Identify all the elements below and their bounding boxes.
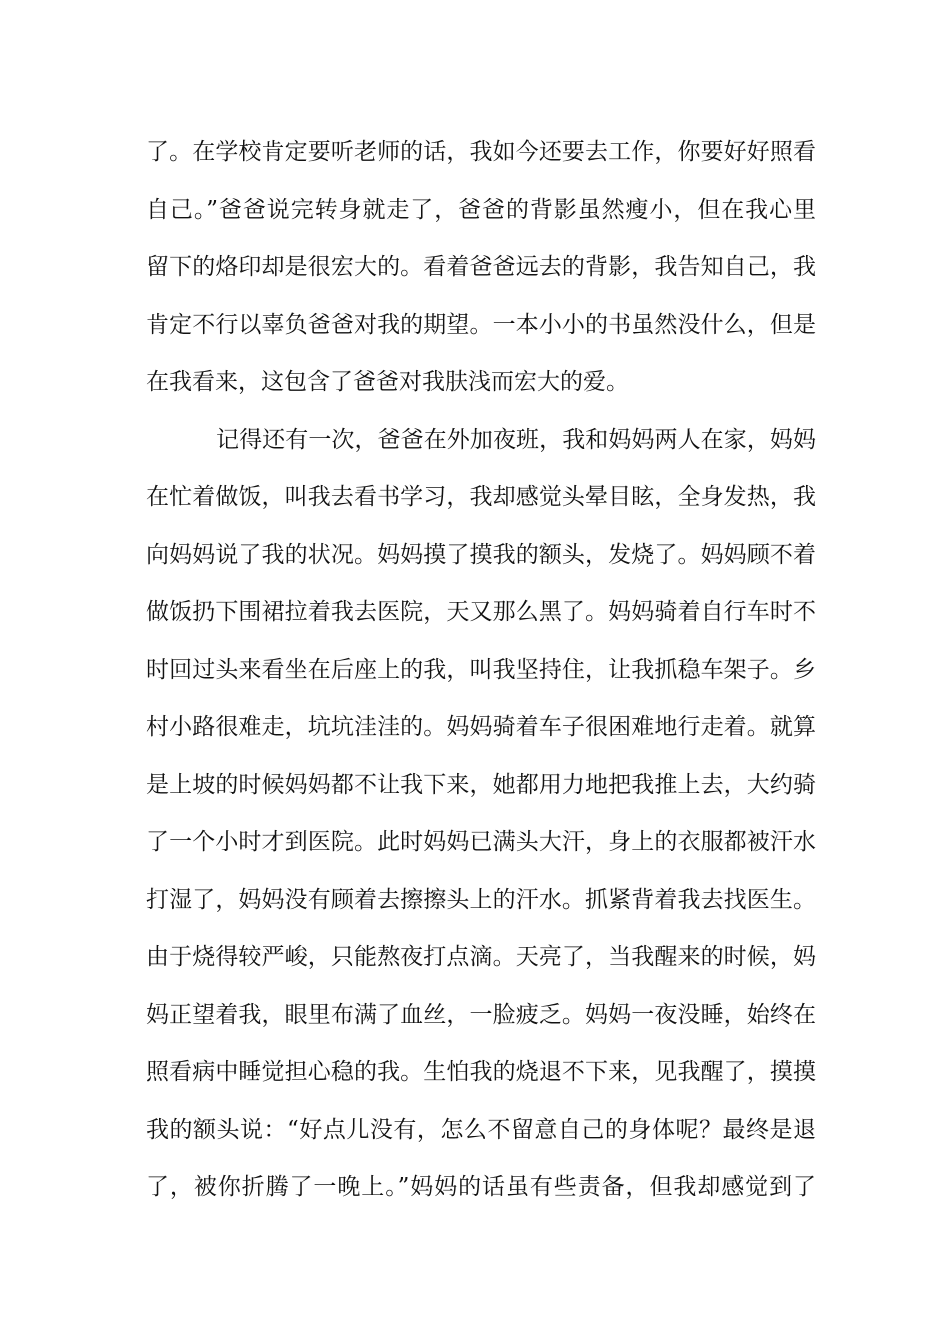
paragraph-1 [146, 124, 816, 412]
text-line: 照看病中睡觉担心稳的我。生怕我的烧退不下来，见我醒了，摸摸 [146, 1059, 816, 1085]
text-line: 留下的烙印却是很宏大的。看着爸爸远去的背影，我告知自己，我 [146, 254, 816, 280]
text-line: 时回过头来看坐在后座上的我，叫我坚持住，让我抓稳车架子。乡 [146, 656, 816, 683]
text-line: 打湿了，妈妈没有顾着去擦擦头上的汗水。抓紧背着我去找医生。 [146, 886, 816, 913]
text-line: 记得还有一次，爸爸在外加夜班，我和妈妈两人在家，妈妈 [216, 426, 816, 453]
text-line: 了，被你折腾了一晚上。”妈妈的话虽有些责备，但我却感觉到了 [146, 1174, 816, 1200]
text-line: 我的额头说：“好点儿没有，怎么不留意自己的身体呢？最终是退 [146, 1116, 816, 1143]
body-text [146, 124, 816, 1217]
text-line: 肯定不行以辜负爸爸对我的期望。一本小小的书虽然没什么，但是 [146, 311, 816, 338]
text-line: 向妈妈说了我的状况。妈妈摸了摸我的额头，发烧了。妈妈顾不着 [146, 541, 816, 568]
text-line: 自己。”爸爸说完转身就走了，爸爸的背影虽然瘦小，但在我心里 [146, 196, 816, 223]
paragraph-2 [146, 412, 816, 1217]
text-line: 村小路很难走，坑坑洼洼的。妈妈骑着车子很困难地行走着。就算 [146, 714, 816, 740]
text-line: 是上坡的时候妈妈都不让我下来，她都用力地把我推上去，大约骑 [146, 771, 816, 798]
text-line: 由于烧得较严峻，只能熬夜打点滴。天亮了，当我醒来的时候，妈 [146, 944, 816, 970]
text-line: 在忙着做饭，叫我去看书学习，我却感觉头晕目眩，全身发热，我 [146, 484, 816, 510]
text-line: 了一个小时才到医院。此时妈妈已满头大汗，身上的衣服都被汗水 [146, 829, 816, 855]
text-line: 做饭扔下围裙拉着我去医院，天又那么黑了。妈妈骑着自行车时不 [146, 599, 816, 625]
text-line: 妈正望着我，眼里布满了血丝，一脸疲乏。妈妈一夜没睡，始终在 [146, 1001, 816, 1028]
text-line: 了。在学校肯定要听老师的话，我如今还要去工作，你要好好照看 [146, 139, 816, 165]
text-line: 在我看来，这包含了爸爸对我肤浅而宏大的爱。 [146, 369, 629, 395]
